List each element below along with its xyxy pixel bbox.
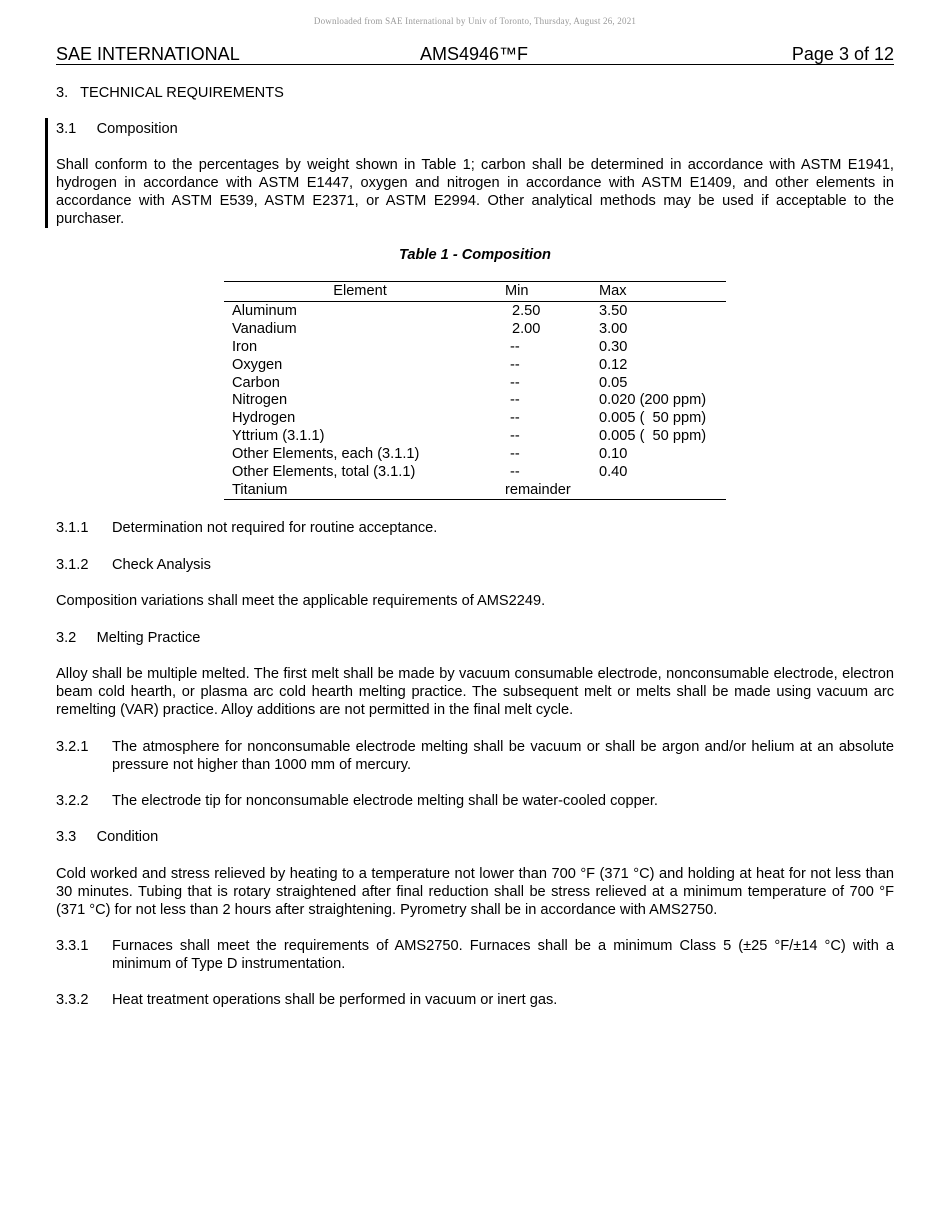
max-cell: 0.10 — [599, 446, 628, 463]
section-3-2-body: Alloy shall be multiple melted. The first melt shall be made by vacuum consumable electrode, nonconsumable electrode, electron beam cold hearth, or plasma arc cold hearth melting practice. The subsequent melt or melts shall be made using vacuum arc remelting (VAR) practice. Alloy additions are not permitted in the final melt cycle. — [56, 666, 894, 718]
section-number: 3.1 — [56, 121, 77, 137]
min-cell: 2.50 — [512, 303, 541, 319]
section-3-1-1-text: Determination not required for routine acceptance. — [112, 520, 438, 536]
section-title: TECHNICAL REQUIREMENTS — [80, 85, 284, 101]
section-title: Composition — [96, 121, 178, 137]
table-row — [224, 445, 726, 463]
min-cell: -- — [510, 374, 520, 391]
table-row — [224, 409, 726, 427]
section-number: 3.3 — [56, 829, 77, 845]
element-cell: Carbon — [232, 374, 280, 391]
min-cell: -- — [510, 428, 520, 445]
min-cell: -- — [510, 464, 520, 481]
min-cell: -- — [510, 446, 520, 463]
max-cell: 0.005 ( 50 ppm) — [599, 428, 707, 445]
max-cell: 0.05 — [599, 374, 628, 391]
min-cell: 2.00 — [512, 320, 541, 337]
max-cell: 0.30 — [599, 338, 628, 355]
max-cell: 3.50 — [599, 303, 628, 319]
section-3-3-heading — [56, 828, 894, 846]
header-publisher: SAE INTERNATIONAL — [56, 44, 240, 64]
table-row — [224, 374, 726, 392]
table-row — [224, 320, 726, 338]
header-document-id-text: AMS4946™F — [419, 44, 529, 64]
max-cell: 0.020 (200 ppm) — [599, 392, 707, 409]
column-header-element: Element — [333, 283, 387, 299]
element-cell: Other Elements, total (3.1.1) — [232, 464, 416, 481]
min-cell: -- — [510, 392, 520, 409]
max-cell: 0.005 ( 50 ppm) — [599, 410, 707, 427]
header-page-number: Page 3 of 12 — [791, 44, 894, 64]
section-3-heading — [56, 84, 894, 102]
element-cell: Other Elements, each (3.1.1) — [232, 446, 420, 463]
section-3-2-2-number: 3.2.2 — [56, 793, 89, 809]
section-3-1-heading — [56, 120, 894, 138]
section-3-1-2-body: Composition variations shall meet the applicable requirements of AMS2249. — [56, 593, 546, 609]
element-cell: Hydrogen — [232, 410, 296, 427]
section-3-2-heading — [56, 629, 894, 647]
table-row — [224, 302, 726, 320]
section-number: 3. — [56, 85, 69, 101]
element-cell: Oxygen — [232, 356, 283, 373]
section-3-3-2-number: 3.3.2 — [56, 992, 89, 1008]
section-3-3-body: Cold worked and stress relieved by heating to a temperature not lower than 700 °F (371 °C) and holding at heat for not less than 30 minutes. Tubing that is rotary straightened after final reduction shall be stress relieved at a minimum temperature of 700 °F (371 °C) for not less than 2 hours after straightening. Pyrometry shall be in accordance with AMS2750. — [56, 866, 894, 918]
table-row — [224, 463, 726, 481]
element-cell: Nitrogen — [232, 392, 288, 409]
section-3-3-1-text: Furnaces shall meet the requirements of AMS2750. Furnaces shall be a minimum Class 5 (±25 °F/±14 °C) with a minimum of Type D instrumentation. — [112, 938, 894, 972]
table-header-row — [224, 281, 726, 302]
section-number: 3.2 — [56, 630, 77, 646]
element-cell: Vanadium — [232, 320, 297, 337]
min-cell: -- — [510, 410, 520, 427]
section-title: Condition — [96, 829, 159, 845]
element-cell: Aluminum — [232, 303, 297, 319]
element-cell: Yttrium (3.1.1) — [232, 428, 325, 445]
table-row — [224, 338, 726, 356]
min-cell: -- — [510, 356, 520, 373]
section-title: Melting Practice — [96, 630, 201, 646]
max-cell: 3.00 — [599, 320, 628, 337]
section-3-2-2-text: The electrode tip for nonconsumable electrode melting shall be water-cooled copper. — [112, 793, 658, 809]
element-cell: Titanium — [232, 481, 288, 498]
header-document-id — [56, 44, 894, 65]
section-3-3-2-text: Heat treatment operations shall be performed in vacuum or inert gas. — [112, 992, 558, 1008]
table-row — [224, 427, 726, 445]
column-header-max: Max — [599, 283, 627, 299]
composition-table — [224, 281, 726, 500]
min-cell: remainder — [505, 481, 571, 498]
min-cell: -- — [510, 338, 520, 355]
element-cell: Iron — [232, 338, 258, 355]
revision-change-bar — [45, 118, 48, 228]
section-3-2-1-number: 3.2.1 — [56, 739, 89, 755]
section-3-3-1-number: 3.3.1 — [56, 938, 89, 954]
table-1-caption: Table 1 - Composition — [399, 247, 551, 263]
max-cell: 0.40 — [599, 464, 628, 481]
max-cell: 0.12 — [599, 356, 628, 373]
section-3-1-1-number: 3.1.1 — [56, 520, 89, 536]
download-watermark: Downloaded from SAE International by Univ of Toronto, Thursday, August 26, 2021 — [313, 16, 637, 26]
table-row — [224, 391, 726, 409]
section-3-1-2-title: Check Analysis — [112, 557, 211, 573]
table-row — [224, 356, 726, 374]
section-3-1-body: Shall conform to the percentages by weight shown in Table 1; carbon shall be determined in accordance with ASTM E1941, hydrogen in accordance with ASTM E1447, oxygen and nitrogen in accordance with ASTM E1409, and other elements in accordance with ASTM E539, ASTM E2371, or ASTM E2994. Other analytical methods may be used if acceptable to the purchaser. — [56, 157, 894, 227]
column-header-min: Min — [505, 283, 529, 299]
section-3-2-1-text: The atmosphere for nonconsumable electrode melting shall be vacuum or shall be argon and/or helium at an absolute pressure not higher than 1000 mm of mercury. — [112, 739, 894, 773]
table-row — [224, 481, 726, 500]
section-3-1-2-number: 3.1.2 — [56, 557, 89, 573]
page-header — [56, 44, 894, 65]
